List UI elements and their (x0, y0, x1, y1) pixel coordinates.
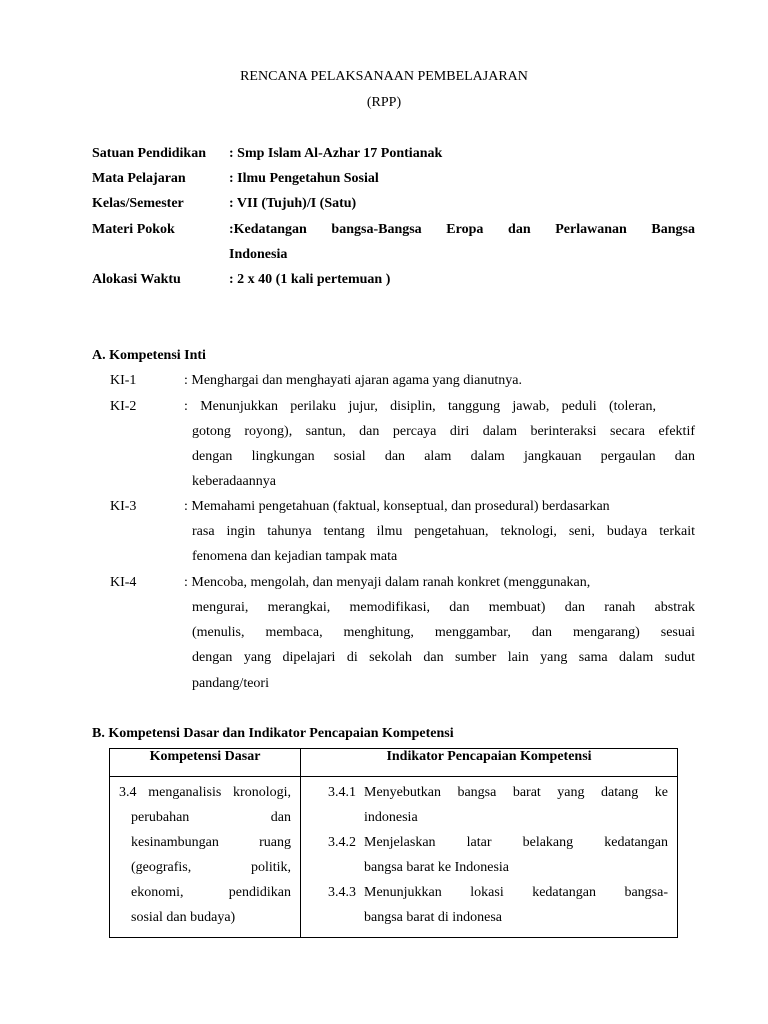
indicator-text: Menunjukkan lokasi kedatangan bangsa- (364, 885, 668, 900)
ki-code: KI-4 (110, 575, 137, 590)
indicator-text: bangsa barat di indonesa (364, 910, 503, 925)
ki-text-line: (menulis, membaca, menghitung, menggambar, dan mengarang) sesuai (192, 625, 695, 640)
table-row (110, 777, 678, 938)
identity-label: Materi Pokok (92, 222, 175, 237)
identity-value: : VII (Tujuh)/I (Satu) (229, 196, 357, 211)
identity-value: : 2 x 40 (1 kali pertemuan ) (229, 272, 391, 287)
ki-text-line: : Mencoba, mengolah, dan menyaji dalam ranah konkret (menggunakan, (184, 575, 591, 590)
kd-line: 3.4 menganalisis kronologi, (119, 785, 291, 800)
ki-text-line: dengan lingkungan sosial dan alam dalam jangkauan pergaulan dan (192, 449, 695, 464)
ki-text-line: mengurai, merangkai, memodifikasi, dan membuat) dan ranah abstrak (192, 600, 695, 615)
identity-value-continued: Indonesia (229, 247, 288, 262)
table-header-row (110, 749, 678, 777)
indicator-text: Menyebutkan bangsa barat yang datang ke (364, 785, 668, 800)
identity-label: Alokasi Waktu (92, 272, 181, 287)
indicator-text: bangsa barat ke Indonesia (364, 860, 509, 875)
identity-value: : Smp Islam Al-Azhar 17 Pontianak (229, 146, 443, 161)
ki-text-line: gotong royong), santun, dan percaya diri dalam berinteraksi secara efektif (192, 424, 695, 439)
indicator-number: 3.4.2 (328, 835, 356, 850)
ki-text-line: dengan yang dipelajari di sekolah dan sumber lain yang sama dalam sudut (192, 650, 695, 665)
ki-code: KI-3 (110, 499, 137, 514)
identity-value: :Kedatangan bangsa-Bangsa Eropa dan Perlawanan Bangsa (229, 222, 695, 237)
competency-table (109, 748, 678, 938)
indicator-text: Menjelaskan latar belakang kedatangan (364, 835, 668, 850)
ki-text-line: fenomena dan kejadian tampak mata (192, 549, 398, 564)
ki-text-line: : Menghargai dan menghayati ajaran agama yang dianutnya. (184, 373, 522, 388)
ki-text-line: : Memahami pengetahuan (faktual, konseptual, dan prosedural) berdasarkan (184, 499, 610, 514)
kd-line: perubahan dan (131, 810, 291, 825)
kd-line: ekonomi, pendidikan (131, 885, 291, 900)
identity-label: Mata Pelajaran (92, 171, 186, 186)
indicator-number: 3.4.1 (328, 785, 356, 800)
kd-cell (110, 777, 301, 938)
ki-text-line: keberadaannya (192, 474, 276, 489)
ki-text-line: pandang/teori (192, 676, 269, 691)
section-a-heading: A. Kompetensi Inti (92, 348, 206, 363)
identity-value: : Ilmu Pengetahun Sosial (229, 171, 379, 186)
indicator-item (302, 780, 668, 830)
document-title: RENCANA PELAKSANAAN PEMBELAJARAN (240, 69, 528, 84)
indicator-text: indonesia (364, 810, 418, 825)
indicator-item (302, 830, 668, 880)
identity-label: Satuan Pendidikan (92, 146, 206, 161)
kd-line: kesinambungan ruang (131, 835, 291, 850)
table-header-indicator: Indikator Pencapaian Kompetensi (301, 749, 678, 777)
document-subtitle: (RPP) (366, 95, 402, 110)
ki-text-line: rasa ingin tahunya tentang ilmu pengetahuan, teknologi, seni, budaya terkait (192, 524, 695, 539)
kd-line: (geografis, politik, (131, 860, 291, 875)
indicator-number: 3.4.3 (328, 885, 356, 900)
section-b-heading: B. Kompetensi Dasar dan Indikator Pencapaian Kompetensi (92, 726, 454, 741)
ki-code: KI-2 (110, 399, 137, 414)
kd-line: sosial dan budaya) (131, 910, 236, 925)
ki-code: KI-1 (110, 373, 137, 388)
indicator-cell (301, 777, 678, 938)
ki-text-line: : Menunjukkan perilaku jujur, disiplin, tanggung jawab, peduli (toleran, (184, 399, 656, 414)
table-header-kd: Kompetensi Dasar (110, 749, 301, 777)
indicator-item (302, 880, 668, 930)
identity-label: Kelas/Semester (92, 196, 184, 211)
